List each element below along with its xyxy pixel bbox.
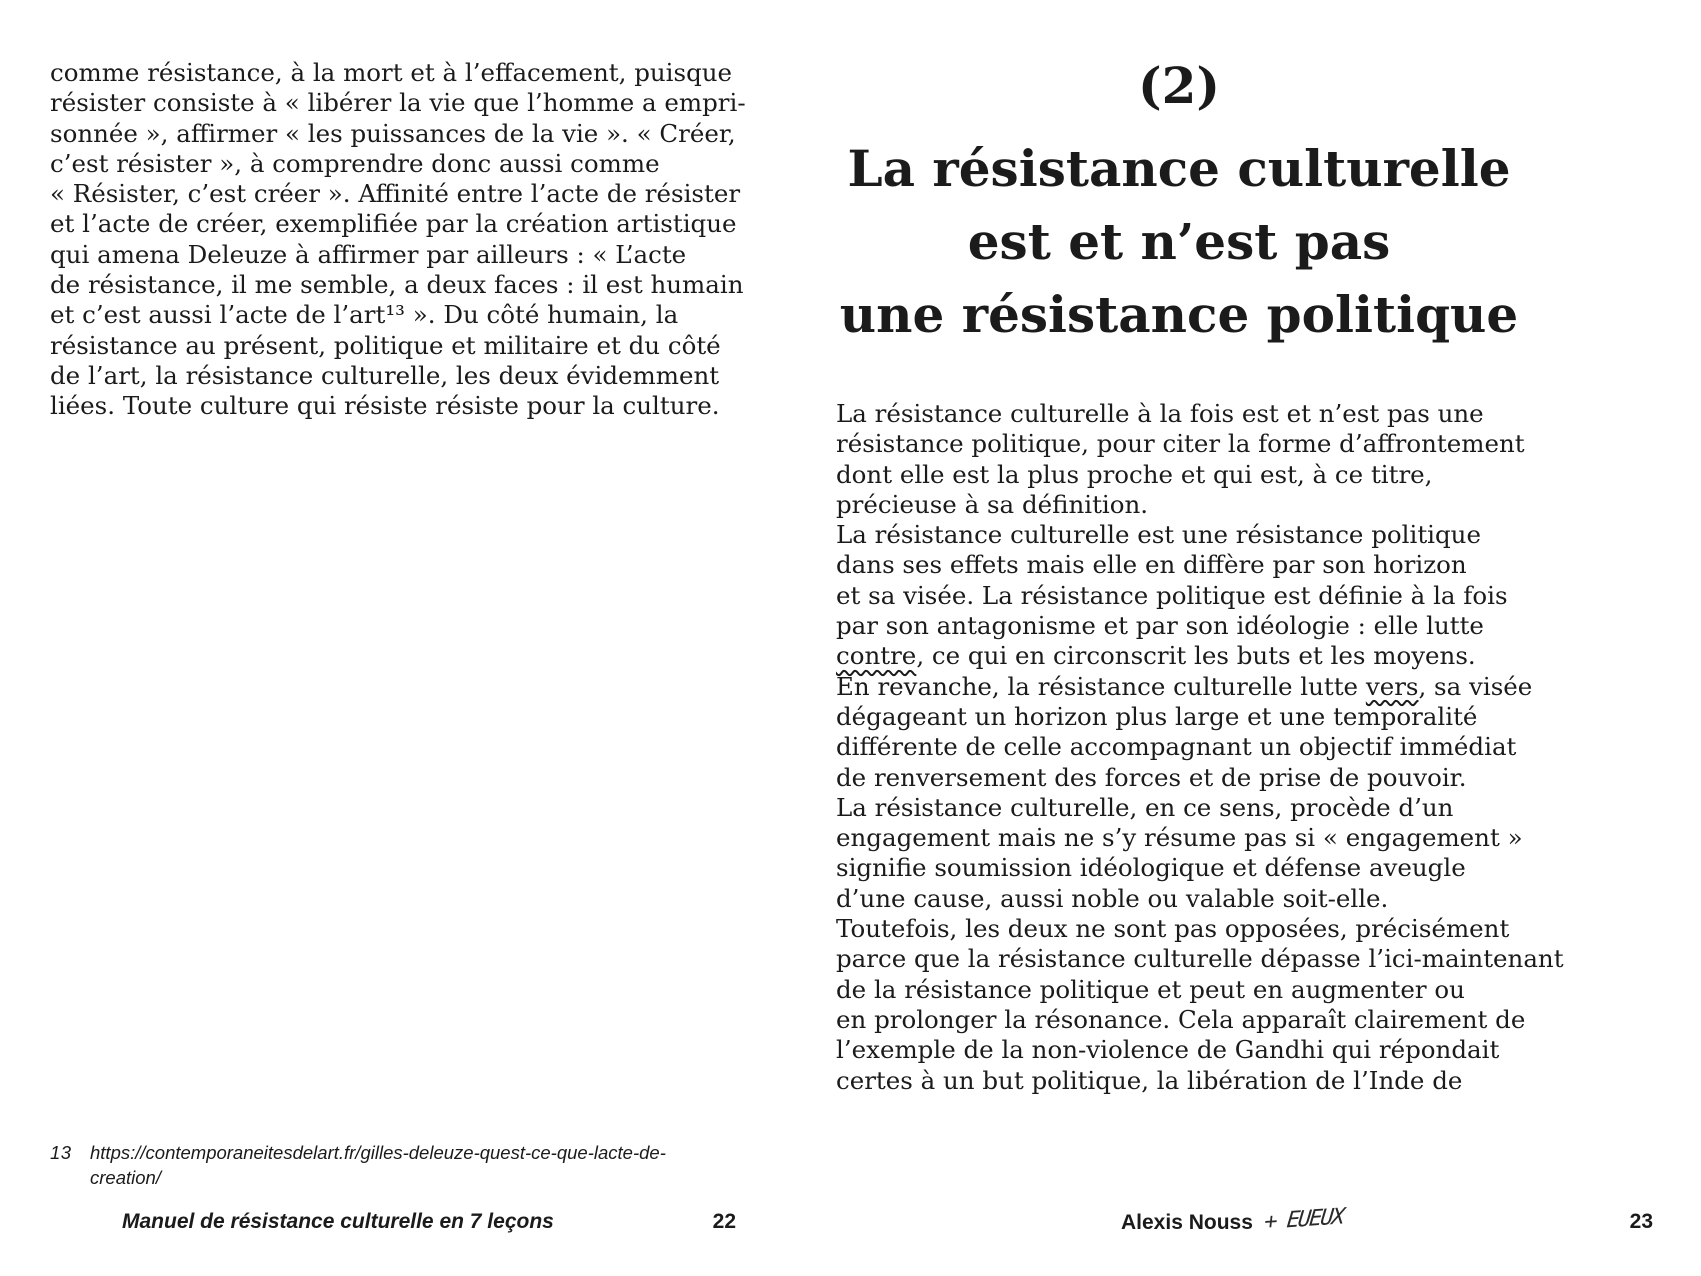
- text-line: précieuse à sa définition.: [836, 489, 1149, 519]
- text-line: c’est résister », à comprendre donc aussi comme: [50, 148, 660, 178]
- text-line: dégageant un horizon plus large et une temporalité: [836, 701, 1478, 731]
- text-line: La résistance culturelle à la fois est et n’est pas une: [836, 399, 1484, 428]
- text-line: et c’est aussi l’acte de l’art¹³ ». Du côté humain, la: [50, 300, 679, 330]
- text-line: creation/: [90, 1167, 161, 1188]
- wavy-underlined-word: vers: [1365, 671, 1419, 701]
- text-line: et l’acte de créer, exemplifiée par la création artistique: [50, 209, 737, 239]
- text-line: sonnée », affirmer « les puissances de la vie ». « Créer,: [50, 118, 736, 148]
- left-page-footer: [50, 1210, 736, 1234]
- text-segment: , ce qui en circonscrit les buts et les moyens.: [916, 641, 1476, 671]
- page-number-left: 22: [712, 1210, 736, 1233]
- right-page-footer: [1121, 1204, 1345, 1235]
- running-book-title: Manuel de résistance culturelle en 7 leçons: [122, 1210, 554, 1233]
- text-line: en prolonger la résonance. Cela apparaît clairement de: [836, 1004, 1526, 1034]
- left-page-body-paragraph: [50, 58, 750, 422]
- chapter-number: (2): [1137, 56, 1221, 115]
- running-author-name: Alexis Nouss: [1121, 1211, 1253, 1234]
- text-line: https://contemporaneitesdelart.fr/gilles-deleuze-quest-ce-que-lacte-de-: [90, 1142, 666, 1163]
- chapter-title-block: [836, 52, 1522, 351]
- text-line: liées. Toute culture qui résiste résiste pour la culture.: [50, 391, 720, 421]
- text-line: une résistance politique: [839, 284, 1519, 344]
- footnote: [50, 1140, 770, 1190]
- text-line: La résistance culturelle est une résistance politique: [836, 520, 1481, 550]
- text-line: d’une cause, aussi noble ou valable soit-elle.: [836, 883, 1389, 913]
- text-line: La résistance culturelle, en ce sens, procède d’un: [836, 792, 1454, 822]
- right-page-body-paragraph: [836, 399, 1564, 1096]
- text-line: différente de celle accompagnant un objectif immédiat: [836, 732, 1517, 762]
- text-line: de renversement des forces et de prise de pouvoir.: [836, 762, 1467, 792]
- text-line: qui amena Deleuze à affirmer par ailleurs : « L’acte: [50, 239, 687, 269]
- footnote-number: 13: [50, 1142, 72, 1163]
- text-segment: En revanche, la résistance culturelle lutte: [836, 671, 1366, 701]
- text-line: dont elle est la plus proche et qui est, à ce titre,: [836, 459, 1433, 489]
- text-line: dans ses effets mais elle en diffère par son horizon: [836, 550, 1467, 580]
- text-segment: , sa visée: [1418, 671, 1533, 701]
- chapter-title: [836, 132, 1522, 351]
- text-line: de résistance, il me semble, a deux faces : il est humain: [50, 270, 744, 300]
- text-line: et sa visée. La résistance politique est définie à la fois: [836, 580, 1508, 610]
- footnote-url: [90, 1140, 666, 1190]
- wavy-underlined-word: contre: [836, 641, 917, 671]
- text-line: de l’art, la résistance culturelle, les deux évidemment: [50, 360, 720, 390]
- text-line: engagement mais ne s’y résume pas si « engagement »: [836, 823, 1523, 853]
- text-line: certes à un but politique, la libération de l’Inde de: [836, 1065, 1463, 1095]
- text-line: est et n’est pas: [967, 211, 1391, 271]
- text-line: de la résistance politique et peut en augmenter ou: [836, 974, 1465, 1004]
- text-line: par son antagonisme et par son idéologie : elle lutte: [836, 611, 1484, 641]
- text-line: l’exemple de la non-violence de Gandhi qui répondait: [836, 1035, 1500, 1065]
- text-line: Toutefois, les deux ne sont pas opposées, précisément: [836, 914, 1510, 944]
- text-line: résister consiste à « libérer la vie que l’homme a empri-: [50, 88, 746, 118]
- text-line: [836, 641, 1526, 671]
- text-line: résistance au présent, politique et militaire et du côté: [50, 330, 721, 360]
- text-line: La résistance culturelle: [847, 138, 1511, 198]
- text-line: parce que la résistance culturelle dépasse l’ici-maintenant: [836, 944, 1564, 974]
- text-line: « Résister, c’est créer ». Affinité entre l’acte de résister: [50, 179, 741, 209]
- page-number-right: 23: [1629, 1210, 1653, 1233]
- text-line: comme résistance, à la mort et à l’effacement, puisque: [50, 58, 733, 87]
- text-line: résistance politique, pour citer la forme d’affrontement: [836, 429, 1525, 459]
- text-line: signifie soumission idéologique et défense aveugle: [836, 853, 1466, 883]
- text-line: [836, 671, 1533, 702]
- handwritten-annotation: + EUEUX: [1262, 1204, 1345, 1235]
